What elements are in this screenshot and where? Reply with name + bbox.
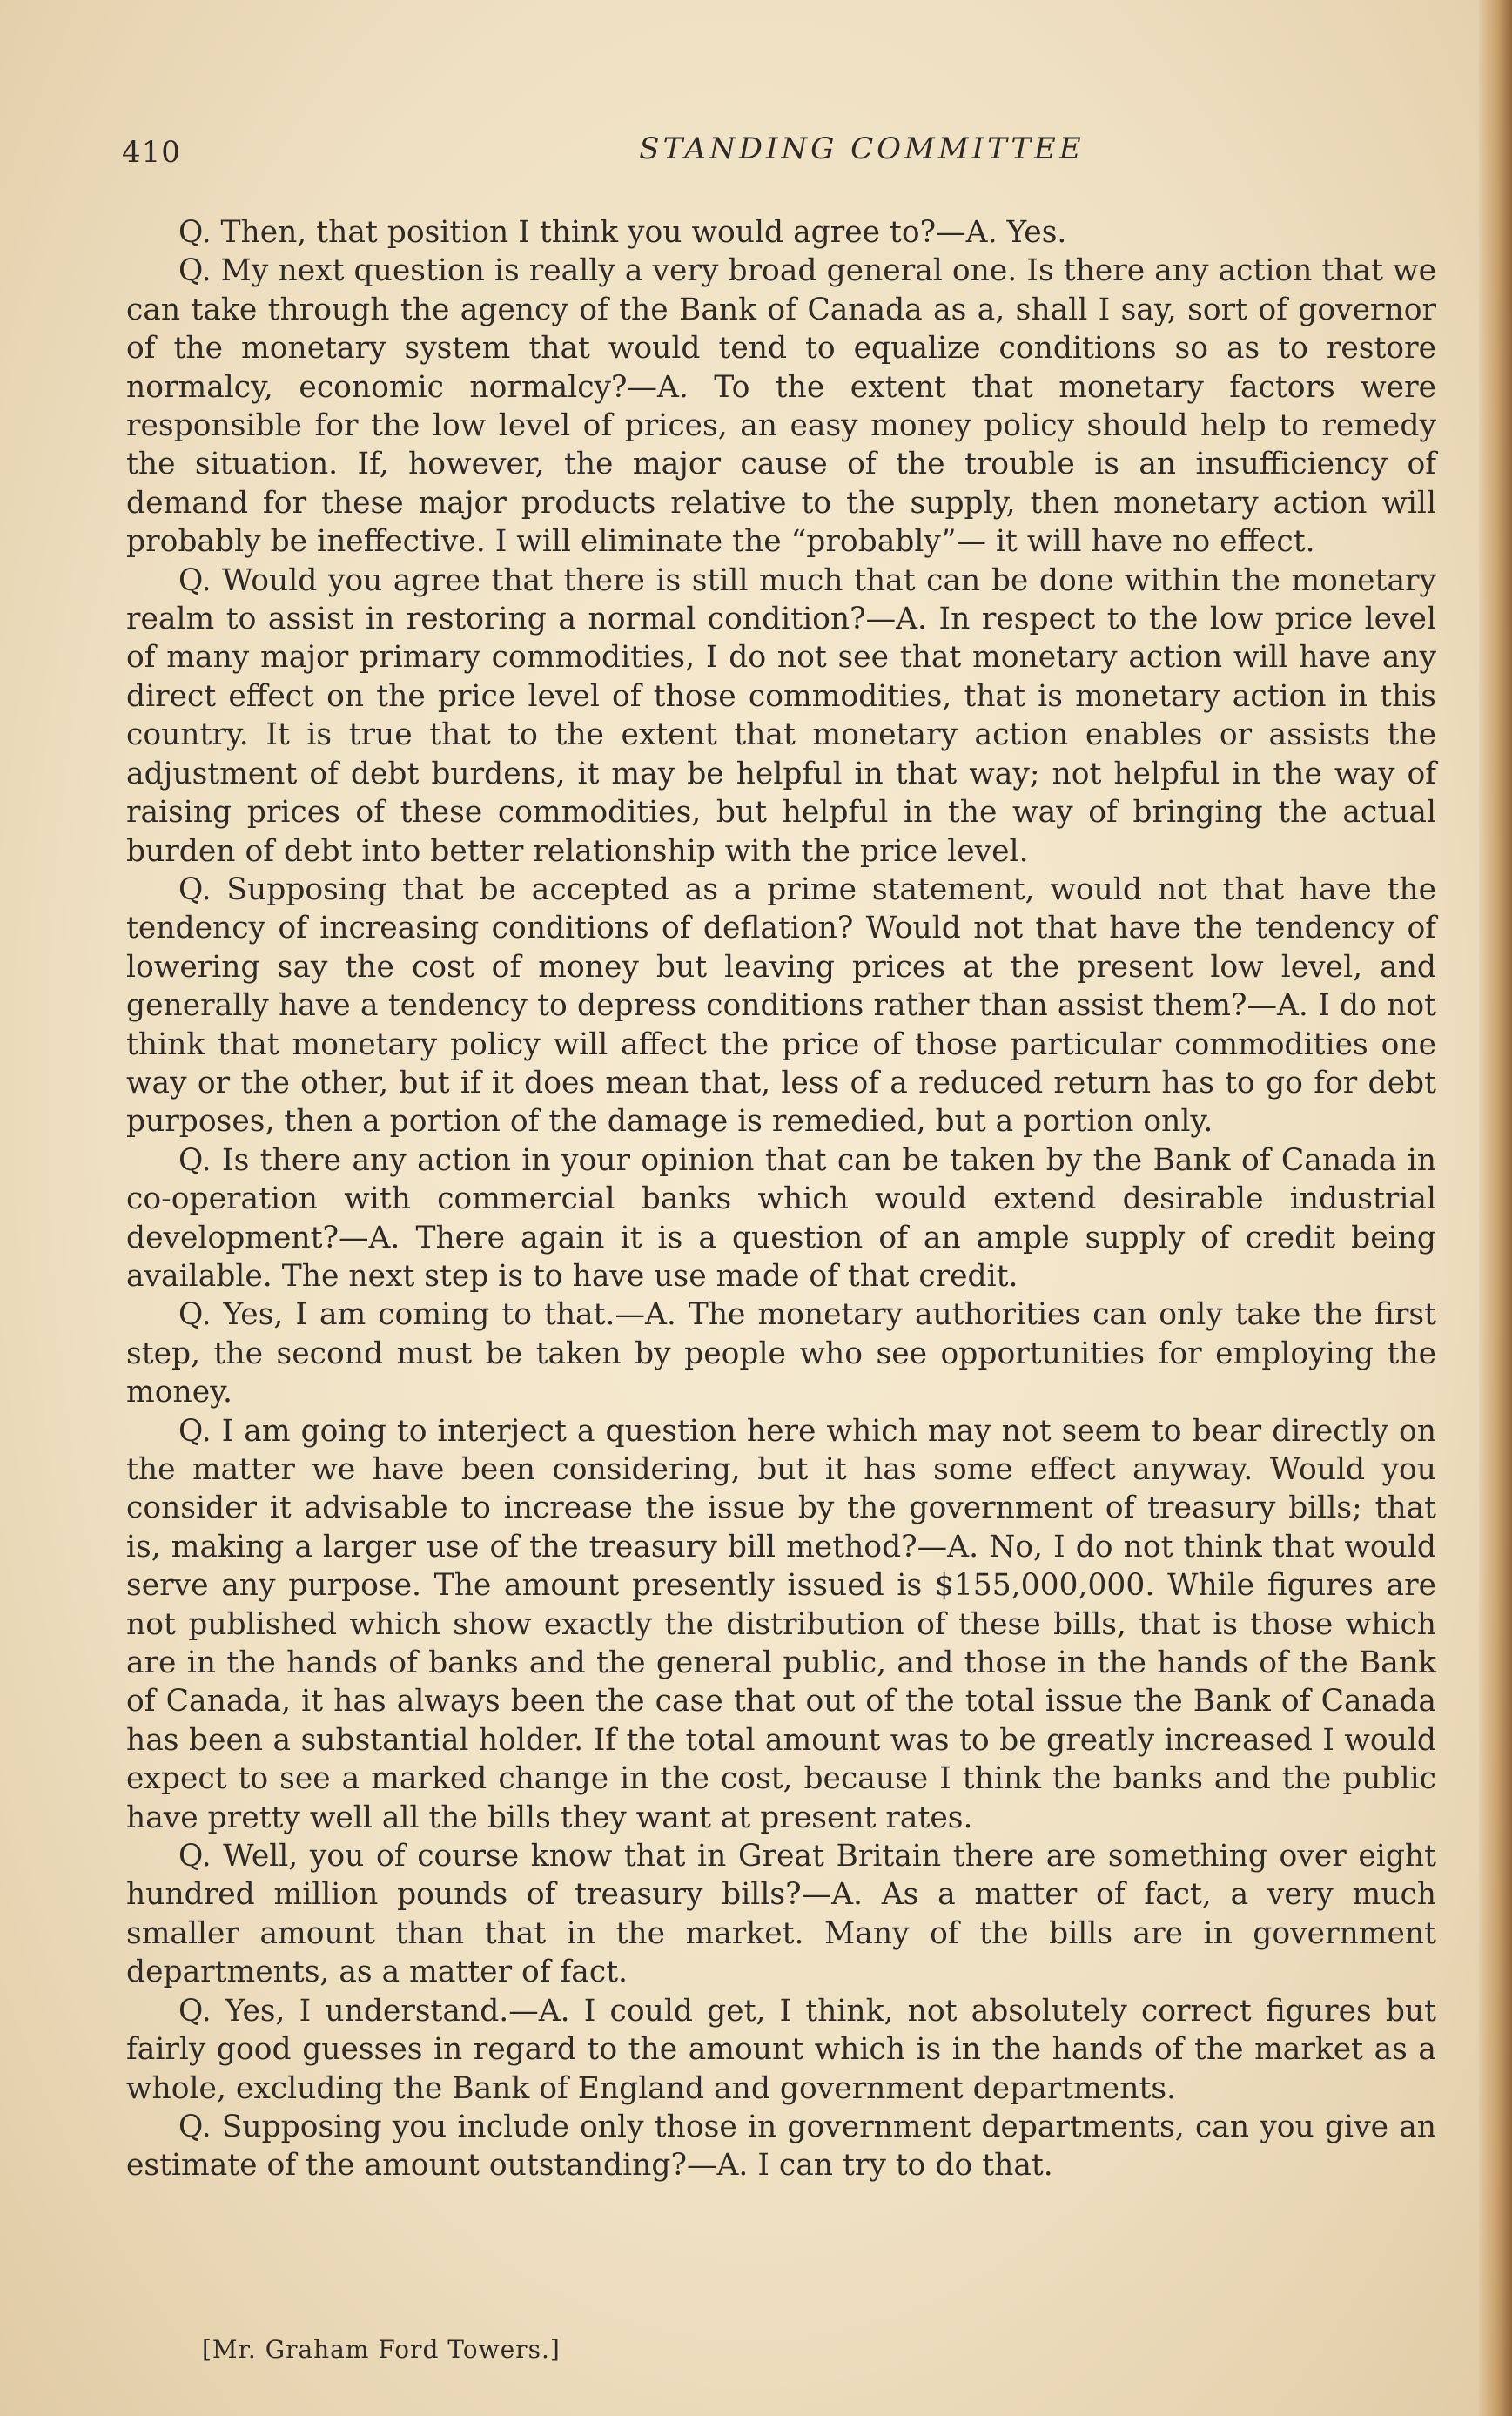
paragraph-7: Q. I am going to interject a question here which may not seem to bear directly on the matter we have been considering, but it has some effect anyway. Would you consider it advisable to increase the issue by the government of treasury bills; that is, making a larger use of the treasury bill method?—A. No, I do not think that would serve any purpose. The amount presently issued is $155,000,000. While figures are not published which show exactly the distribution of these bills, that is those which are in the hands of banks and the general public, and those in the hands of the Bank of Canada, it has always been the case that out of the total issue the Bank of Canada has been a substantial holder. If the total amount was to be greatly increased I would expect to see a marked change in the cost, because I think the banks and the public have pretty well all the bills they want at present rates. [126, 1413, 1436, 1835]
page-number: 410 [122, 135, 181, 170]
running-head: STANDING COMMITTEE [639, 131, 1085, 166]
paragraph-8: Q. Well, you of course know that in Great Britain there are something over eight hundred million pounds of treasury bills?—A. As a matter of fact, a very much smaller amount than that in the market. Many of the bills are in government departments, as a matter of fact. [126, 1839, 1436, 1990]
transcript-body [126, 213, 1436, 2185]
page-header [122, 126, 1436, 178]
paragraph-9: Q. Yes, I understand.—A. I could get, I think, not absolutely correct figures but fairly good guesses in regard to the amount which is in the hands of the market as a whole, excluding the Bank of England and government departments. [126, 1993, 1436, 2106]
page-binding-edge [1479, 0, 1512, 2416]
paragraph-5: Q. Is there any action in your opinion that can be taken by the Bank of Canada in co-operation with commercial banks which would extend desirable industrial development?—A. There again it is a question of an ample supply of credit being available. The next step is to have use made of that credit. [126, 1142, 1436, 1294]
paragraph-3: Q. Would you agree that there is still much that can be done within the monetary realm to assist in restoring a normal condition?—A. In respect to the low price level of many major primary commodities, I do not see that monetary action will have any direct effect on the price level of those commodities, that is monetary action in this country. It is true that to the extent that monetary action enables or assists the adjustment of debt burdens, it may be helpful in that way; not helpful in the way of raising prices of these commodities, but helpful in the way of bringing the actual burden of debt into better relationship with the price level. [126, 562, 1436, 869]
speaker-note: [Mr. Graham Ford Towers.] [202, 2335, 561, 2364]
paragraph-4: Q. Supposing that be accepted as a prime statement, would not that have the tendency of increasing conditions of deflation? Would not that have the tendency of lowering say the cost of money but leaving prices at the present low level, and generally have a tendency to depress conditions rather than assist them?—A. I do not think that monetary policy will affect the price of those particular commodities one way or the other, but if it does mean that, less of a reduced return has to go for debt purposes, then a portion of the damage is remedied, but a portion only. [126, 872, 1436, 1140]
paragraph-1: Q. Then, that position I think you would agree to?—A. Yes. [178, 215, 1067, 250]
paragraph-2: Q. My next question is really a very broad general one. Is there any action that we can take through the agency of the Bank of Canada as a, shall I say, sort of governor of the monetary system that would tend to equalize conditions so as to restore normalcy, economic normalcy?—A. To the extent that monetary factors were responsible for the low level of prices, an easy money policy should help to remedy the situation. If, however, the major cause of the trouble is an insufficiency of demand for these major products relative to the supply, then monetary action will probably be ineffective. I will eliminate the “probably”— it will have no effect. [126, 253, 1436, 560]
paragraph-10: Q. Supposing you include only those in government departments, can you give an estimate of the amount outstanding?—A. I can try to do that. [126, 2109, 1436, 2184]
paragraph-6: Q. Yes, I am coming to that.—A. The monetary authorities can only take the first step, the second must be taken by people who see opportunities for employing the money. [126, 1297, 1436, 1410]
